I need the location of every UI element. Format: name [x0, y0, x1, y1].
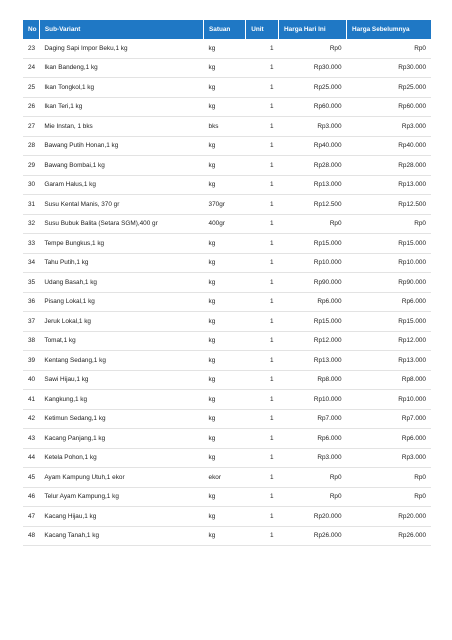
- cell-harga-hari-ini: Rp15.000: [279, 234, 347, 254]
- cell-sub-variant: Kentang Sedang,1 kg: [39, 351, 203, 371]
- cell-unit: 1: [246, 312, 279, 332]
- table-row: [23, 390, 431, 410]
- cell-harga-sebelumnya: Rp6.000: [347, 292, 431, 312]
- cell-no: 27: [23, 117, 39, 137]
- cell-harga-hari-ini: Rp8.000: [279, 370, 347, 390]
- cell-harga-hari-ini: Rp60.000: [279, 97, 347, 117]
- price-table: [23, 20, 431, 546]
- cell-harga-sebelumnya: Rp90.000: [347, 273, 431, 293]
- cell-no: 45: [23, 468, 39, 488]
- cell-unit: 1: [246, 370, 279, 390]
- cell-unit: 1: [246, 526, 279, 546]
- cell-satuan: ekor: [204, 468, 246, 488]
- cell-sub-variant: Tempe Bungkus,1 kg: [39, 234, 203, 254]
- cell-harga-hari-ini: Rp12.500: [279, 195, 347, 215]
- cell-harga-sebelumnya: Rp10.000: [347, 253, 431, 273]
- cell-unit: 1: [246, 468, 279, 488]
- table-row: [23, 97, 431, 117]
- table-row: [23, 136, 431, 156]
- cell-unit: 1: [246, 390, 279, 410]
- cell-satuan: kg: [204, 253, 246, 273]
- cell-harga-hari-ini: Rp15.000: [279, 312, 347, 332]
- cell-harga-hari-ini: Rp3.000: [279, 117, 347, 137]
- cell-sub-variant: Ikan Teri,1 kg: [39, 97, 203, 117]
- cell-harga-hari-ini: Rp12.000: [279, 331, 347, 351]
- cell-no: 48: [23, 526, 39, 546]
- cell-harga-sebelumnya: Rp60.000: [347, 97, 431, 117]
- cell-harga-sebelumnya: Rp13.000: [347, 175, 431, 195]
- table-row: [23, 39, 431, 58]
- cell-harga-hari-ini: Rp3.000: [279, 448, 347, 468]
- cell-harga-sebelumnya: Rp13.000: [347, 351, 431, 371]
- table-row: [23, 175, 431, 195]
- cell-satuan: kg: [204, 507, 246, 527]
- cell-harga-sebelumnya: Rp8.000: [347, 370, 431, 390]
- cell-harga-hari-ini: Rp90.000: [279, 273, 347, 293]
- cell-unit: 1: [246, 214, 279, 234]
- cell-sub-variant: Bawang Putih Honan,1 kg: [39, 136, 203, 156]
- table-body: [23, 39, 431, 546]
- cell-satuan: kg: [204, 58, 246, 78]
- cell-no: 37: [23, 312, 39, 332]
- cell-unit: 1: [246, 351, 279, 371]
- cell-harga-sebelumnya: Rp25.000: [347, 78, 431, 98]
- cell-harga-hari-ini: Rp28.000: [279, 156, 347, 176]
- cell-no: 44: [23, 448, 39, 468]
- cell-harga-sebelumnya: Rp40.000: [347, 136, 431, 156]
- cell-sub-variant: Kacang Panjang,1 kg: [39, 429, 203, 449]
- cell-satuan: kg: [204, 156, 246, 176]
- cell-unit: 1: [246, 253, 279, 273]
- cell-unit: 1: [246, 78, 279, 98]
- table-row: [23, 292, 431, 312]
- cell-no: 32: [23, 214, 39, 234]
- cell-harga-hari-ini: Rp6.000: [279, 429, 347, 449]
- header-row: [23, 20, 431, 39]
- cell-sub-variant: Mie Instan, 1 bks: [39, 117, 203, 137]
- cell-sub-variant: Tahu Putih,1 kg: [39, 253, 203, 273]
- table-row: [23, 468, 431, 488]
- header-harga-sebelumnya: Harga Sebelumnya: [347, 20, 431, 39]
- header-unit: Unit: [246, 20, 279, 39]
- cell-unit: 1: [246, 273, 279, 293]
- price-table-page: [23, 20, 431, 546]
- cell-harga-hari-ini: Rp10.000: [279, 253, 347, 273]
- header-no: No: [23, 20, 39, 39]
- table-row: [23, 58, 431, 78]
- table-row: [23, 195, 431, 215]
- table-row: [23, 273, 431, 293]
- cell-no: 34: [23, 253, 39, 273]
- cell-sub-variant: Garam Halus,1 kg: [39, 175, 203, 195]
- cell-no: 47: [23, 507, 39, 527]
- cell-harga-sebelumnya: Rp12.000: [347, 331, 431, 351]
- cell-satuan: kg: [204, 370, 246, 390]
- cell-satuan: kg: [204, 526, 246, 546]
- cell-harga-sebelumnya: Rp0: [347, 214, 431, 234]
- cell-unit: 1: [246, 292, 279, 312]
- cell-satuan: kg: [204, 136, 246, 156]
- table-row: [23, 253, 431, 273]
- cell-harga-sebelumnya: Rp0: [347, 468, 431, 488]
- cell-no: 38: [23, 331, 39, 351]
- cell-satuan: kg: [204, 487, 246, 507]
- cell-satuan: 370gr: [204, 195, 246, 215]
- cell-satuan: kg: [204, 429, 246, 449]
- cell-no: 28: [23, 136, 39, 156]
- cell-unit: 1: [246, 429, 279, 449]
- cell-unit: 1: [246, 331, 279, 351]
- cell-harga-sebelumnya: Rp6.000: [347, 429, 431, 449]
- cell-sub-variant: Kacang Tanah,1 kg: [39, 526, 203, 546]
- cell-sub-variant: Sawi Hijau,1 kg: [39, 370, 203, 390]
- cell-no: 29: [23, 156, 39, 176]
- cell-harga-sebelumnya: Rp3.000: [347, 448, 431, 468]
- cell-harga-hari-ini: Rp26.000: [279, 526, 347, 546]
- cell-satuan: kg: [204, 331, 246, 351]
- cell-unit: 1: [246, 409, 279, 429]
- cell-unit: 1: [246, 39, 279, 58]
- cell-harga-hari-ini: Rp10.000: [279, 390, 347, 410]
- table-row: [23, 429, 431, 449]
- cell-harga-sebelumnya: Rp20.000: [347, 507, 431, 527]
- cell-no: 46: [23, 487, 39, 507]
- cell-no: 33: [23, 234, 39, 254]
- cell-no: 39: [23, 351, 39, 371]
- cell-harga-sebelumnya: Rp30.000: [347, 58, 431, 78]
- cell-sub-variant: Kacang Hijau,1 kg: [39, 507, 203, 527]
- cell-sub-variant: Kangkung,1 kg: [39, 390, 203, 410]
- cell-no: 40: [23, 370, 39, 390]
- cell-harga-hari-ini: Rp0: [279, 487, 347, 507]
- header-sub-variant: Sub-Variant: [39, 20, 203, 39]
- table-row: [23, 409, 431, 429]
- cell-harga-sebelumnya: Rp15.000: [347, 312, 431, 332]
- cell-harga-sebelumnya: Rp28.000: [347, 156, 431, 176]
- cell-unit: 1: [246, 156, 279, 176]
- cell-unit: 1: [246, 175, 279, 195]
- cell-sub-variant: Ayam Kampung Utuh,1 ekor: [39, 468, 203, 488]
- cell-harga-sebelumnya: Rp3.000: [347, 117, 431, 137]
- cell-harga-sebelumnya: Rp12.500: [347, 195, 431, 215]
- header-satuan: Satuan: [204, 20, 246, 39]
- cell-no: 31: [23, 195, 39, 215]
- cell-sub-variant: Pisang Lokal,1 kg: [39, 292, 203, 312]
- cell-harga-hari-ini: Rp0: [279, 39, 347, 58]
- cell-harga-hari-ini: Rp25.000: [279, 78, 347, 98]
- cell-unit: 1: [246, 507, 279, 527]
- cell-harga-hari-ini: Rp13.000: [279, 351, 347, 371]
- cell-harga-sebelumnya: Rp0: [347, 39, 431, 58]
- cell-satuan: kg: [204, 175, 246, 195]
- cell-no: 26: [23, 97, 39, 117]
- cell-harga-hari-ini: Rp0: [279, 214, 347, 234]
- table-header: [23, 20, 431, 39]
- cell-no: 30: [23, 175, 39, 195]
- cell-no: 41: [23, 390, 39, 410]
- table-row: [23, 117, 431, 137]
- cell-satuan: bks: [204, 117, 246, 137]
- cell-no: 42: [23, 409, 39, 429]
- cell-satuan: kg: [204, 273, 246, 293]
- table-row: [23, 507, 431, 527]
- cell-harga-sebelumnya: Rp0: [347, 487, 431, 507]
- cell-no: 25: [23, 78, 39, 98]
- cell-satuan: kg: [204, 78, 246, 98]
- cell-unit: 1: [246, 117, 279, 137]
- table-row: [23, 526, 431, 546]
- cell-harga-hari-ini: Rp40.000: [279, 136, 347, 156]
- table-row: [23, 78, 431, 98]
- cell-harga-sebelumnya: Rp7.000: [347, 409, 431, 429]
- cell-sub-variant: Ketela Pohon,1 kg: [39, 448, 203, 468]
- table-row: [23, 487, 431, 507]
- table-row: [23, 156, 431, 176]
- table-row: [23, 351, 431, 371]
- cell-sub-variant: Daging Sapi Impor Beku,1 kg: [39, 39, 203, 58]
- cell-unit: 1: [246, 97, 279, 117]
- cell-satuan: kg: [204, 351, 246, 371]
- cell-unit: 1: [246, 58, 279, 78]
- cell-harga-hari-ini: Rp7.000: [279, 409, 347, 429]
- cell-sub-variant: Ketimun Sedang,1 kg: [39, 409, 203, 429]
- cell-sub-variant: Susu Kental Manis, 370 gr: [39, 195, 203, 215]
- cell-satuan: kg: [204, 409, 246, 429]
- cell-harga-hari-ini: Rp20.000: [279, 507, 347, 527]
- cell-unit: 1: [246, 448, 279, 468]
- table-row: [23, 448, 431, 468]
- cell-satuan: kg: [204, 448, 246, 468]
- cell-harga-hari-ini: Rp0: [279, 468, 347, 488]
- cell-no: 24: [23, 58, 39, 78]
- cell-unit: 1: [246, 195, 279, 215]
- cell-no: 43: [23, 429, 39, 449]
- table-row: [23, 234, 431, 254]
- table-row: [23, 331, 431, 351]
- cell-satuan: kg: [204, 312, 246, 332]
- cell-no: 23: [23, 39, 39, 58]
- cell-harga-hari-ini: Rp13.000: [279, 175, 347, 195]
- header-harga-hari-ini: Harga Hari Ini: [279, 20, 347, 39]
- cell-satuan: 400gr: [204, 214, 246, 234]
- cell-unit: 1: [246, 234, 279, 254]
- cell-sub-variant: Jeruk Lokal,1 kg: [39, 312, 203, 332]
- cell-satuan: kg: [204, 97, 246, 117]
- cell-sub-variant: Ikan Bandeng,1 kg: [39, 58, 203, 78]
- cell-harga-hari-ini: Rp6.000: [279, 292, 347, 312]
- cell-satuan: kg: [204, 234, 246, 254]
- table-row: [23, 312, 431, 332]
- cell-satuan: kg: [204, 390, 246, 410]
- cell-unit: 1: [246, 136, 279, 156]
- cell-satuan: kg: [204, 39, 246, 58]
- cell-sub-variant: Bawang Bombai,1 kg: [39, 156, 203, 176]
- cell-unit: 1: [246, 487, 279, 507]
- table-row: [23, 214, 431, 234]
- cell-sub-variant: Tomat,1 kg: [39, 331, 203, 351]
- cell-no: 35: [23, 273, 39, 293]
- cell-harga-sebelumnya: Rp26.000: [347, 526, 431, 546]
- cell-sub-variant: Ikan Tongkol,1 kg: [39, 78, 203, 98]
- table-row: [23, 370, 431, 390]
- cell-harga-hari-ini: Rp30.000: [279, 58, 347, 78]
- cell-sub-variant: Telur Ayam Kampung,1 kg: [39, 487, 203, 507]
- cell-sub-variant: Susu Bubuk Balita (Setara SGM),400 gr: [39, 214, 203, 234]
- cell-no: 36: [23, 292, 39, 312]
- cell-sub-variant: Udang Basah,1 kg: [39, 273, 203, 293]
- cell-satuan: kg: [204, 292, 246, 312]
- cell-harga-sebelumnya: Rp10.000: [347, 390, 431, 410]
- cell-harga-sebelumnya: Rp15.000: [347, 234, 431, 254]
